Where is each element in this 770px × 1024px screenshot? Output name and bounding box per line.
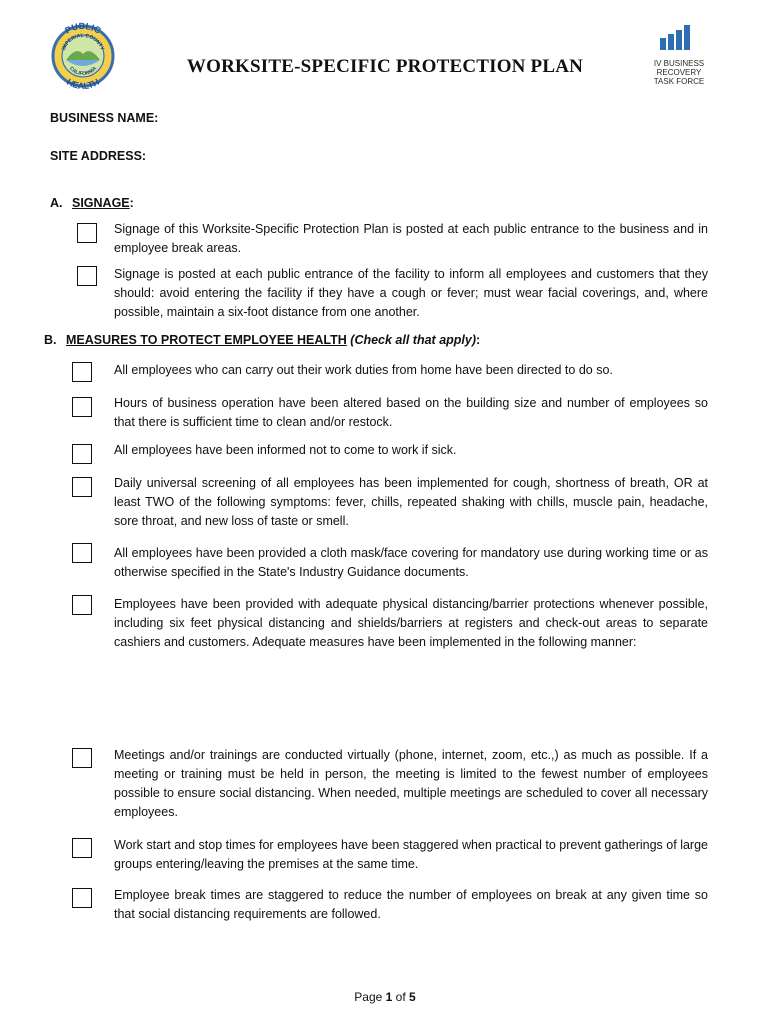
seal-bottom-text: HEALTH	[65, 76, 101, 92]
signage-plan-checkbox[interactable]	[77, 223, 97, 243]
virtual-meetings-checkbox[interactable]	[72, 748, 92, 768]
face-covering-text: All employees have been provided a cloth mask/face covering for mandatory use during working time or as otherwise specified in the State's Industry Guidance documents.	[114, 546, 708, 579]
page-title: WORKSITE-SPECIFIC PROTECTION PLAN	[186, 56, 584, 77]
seal-inner-text: CALIFORNIA	[68, 65, 98, 78]
business-hours-checkbox[interactable]	[72, 397, 92, 417]
section-a-heading	[50, 196, 134, 210]
business-name-field[interactable]	[50, 111, 158, 125]
total-pages: 5	[409, 990, 416, 1004]
staggered-breaks-text: Employee break times are staggered to reduce the number of employees on break at any given time so that social distancing requirements are followed.	[114, 888, 708, 921]
task-force-logo-text: IV BUSINESS RECOVERY TASK FORCE	[653, 59, 705, 86]
physical-distancing-text: Employees have been provided with adequate physical distancing/barrier protections whenever possible, including six feet physical distancing and shields/barriers at registers and check-out areas to separate cashiers and customers. Adequate measures have been implemented in the following manner:	[114, 597, 708, 649]
staggered-breaks-checkbox[interactable]	[72, 888, 92, 908]
current-page: 1	[385, 990, 393, 1004]
business-name-label: BUSINESS NAME:	[50, 111, 159, 125]
work-from-home-checkbox[interactable]	[72, 362, 92, 382]
section-b-colon: :	[476, 333, 481, 347]
sick-employees-checkbox[interactable]	[72, 444, 92, 464]
daily-screening-text: Daily universal screening of all employees has been implemented for cough, shortness of breath, OR at least TWO of the following symptoms: fever, chills, repeated shaking with chills, muscle pain, headache, sore throat, and new loss of taste or smell.	[114, 476, 708, 528]
staggered-start-text: Work start and stop times for employees have been staggered when practical to prevent gatherings of large groups entering/leaving the premises at the same time.	[114, 838, 708, 871]
work-from-home-text: All employees who can carry out their work duties from home have been directed to do so.	[114, 363, 613, 377]
sick-employees-text: All employees have been informed not to come to work if sick.	[114, 443, 457, 457]
of-word: of	[395, 990, 406, 1004]
section-a-colon: :	[129, 196, 134, 210]
section-b-letter: B.	[44, 333, 57, 347]
section-a-letter: A.	[50, 196, 63, 210]
page-number	[0, 990, 770, 1004]
site-address-label: SITE ADDRESS:	[50, 149, 147, 163]
section-a-title: SIGNAGE	[71, 196, 130, 210]
face-covering-checkbox[interactable]	[72, 543, 92, 563]
seal-top-text: PUBLIC	[63, 20, 103, 36]
site-address-field[interactable]	[50, 149, 146, 163]
physical-distancing-checkbox[interactable]	[72, 595, 92, 615]
bar-chart-icon	[658, 22, 698, 52]
business-hours-text: Hours of business operation have been altered based on the building size and number of employees so that there is sufficient time to clean and/or restock.	[114, 396, 708, 429]
section-b-note: (Check all that apply)	[350, 333, 477, 347]
section-b-heading	[44, 333, 480, 347]
daily-screening-checkbox[interactable]	[72, 477, 92, 497]
signage-entrance-text: Signage is posted at each public entrance of the facility to inform all employees and customers that they should: avoid entering the facility if they have a cough or fever; must wear facial coverings, and, where possible, maintain a six-foot distance from one another.	[114, 267, 708, 319]
signage-plan-text: Signage of this Worksite-Specific Protection Plan is posted at each public entrance to the business and in employee break areas.	[114, 222, 708, 255]
task-force-logo	[648, 22, 710, 86]
virtual-meetings-text: Meetings and/or trainings are conducted virtually (phone, internet, zoom, etc.,) as much as possible. If a meeting or training must be held in person, the meeting is limited to the fewest number of employees possible to ensure social distancing. When needed, multiple meetings are scheduled to cover all necessary employees.	[114, 748, 708, 819]
section-b-title: MEASURES TO PROTECT EMPLOYEE HEALTH	[65, 333, 347, 347]
seal-ring-text: IMPERIAL COUNTY	[61, 32, 105, 52]
public-health-seal-logo	[44, 16, 122, 94]
signage-entrance-checkbox[interactable]	[77, 266, 97, 286]
staggered-start-checkbox[interactable]	[72, 838, 92, 858]
page-word: Page	[354, 990, 383, 1004]
